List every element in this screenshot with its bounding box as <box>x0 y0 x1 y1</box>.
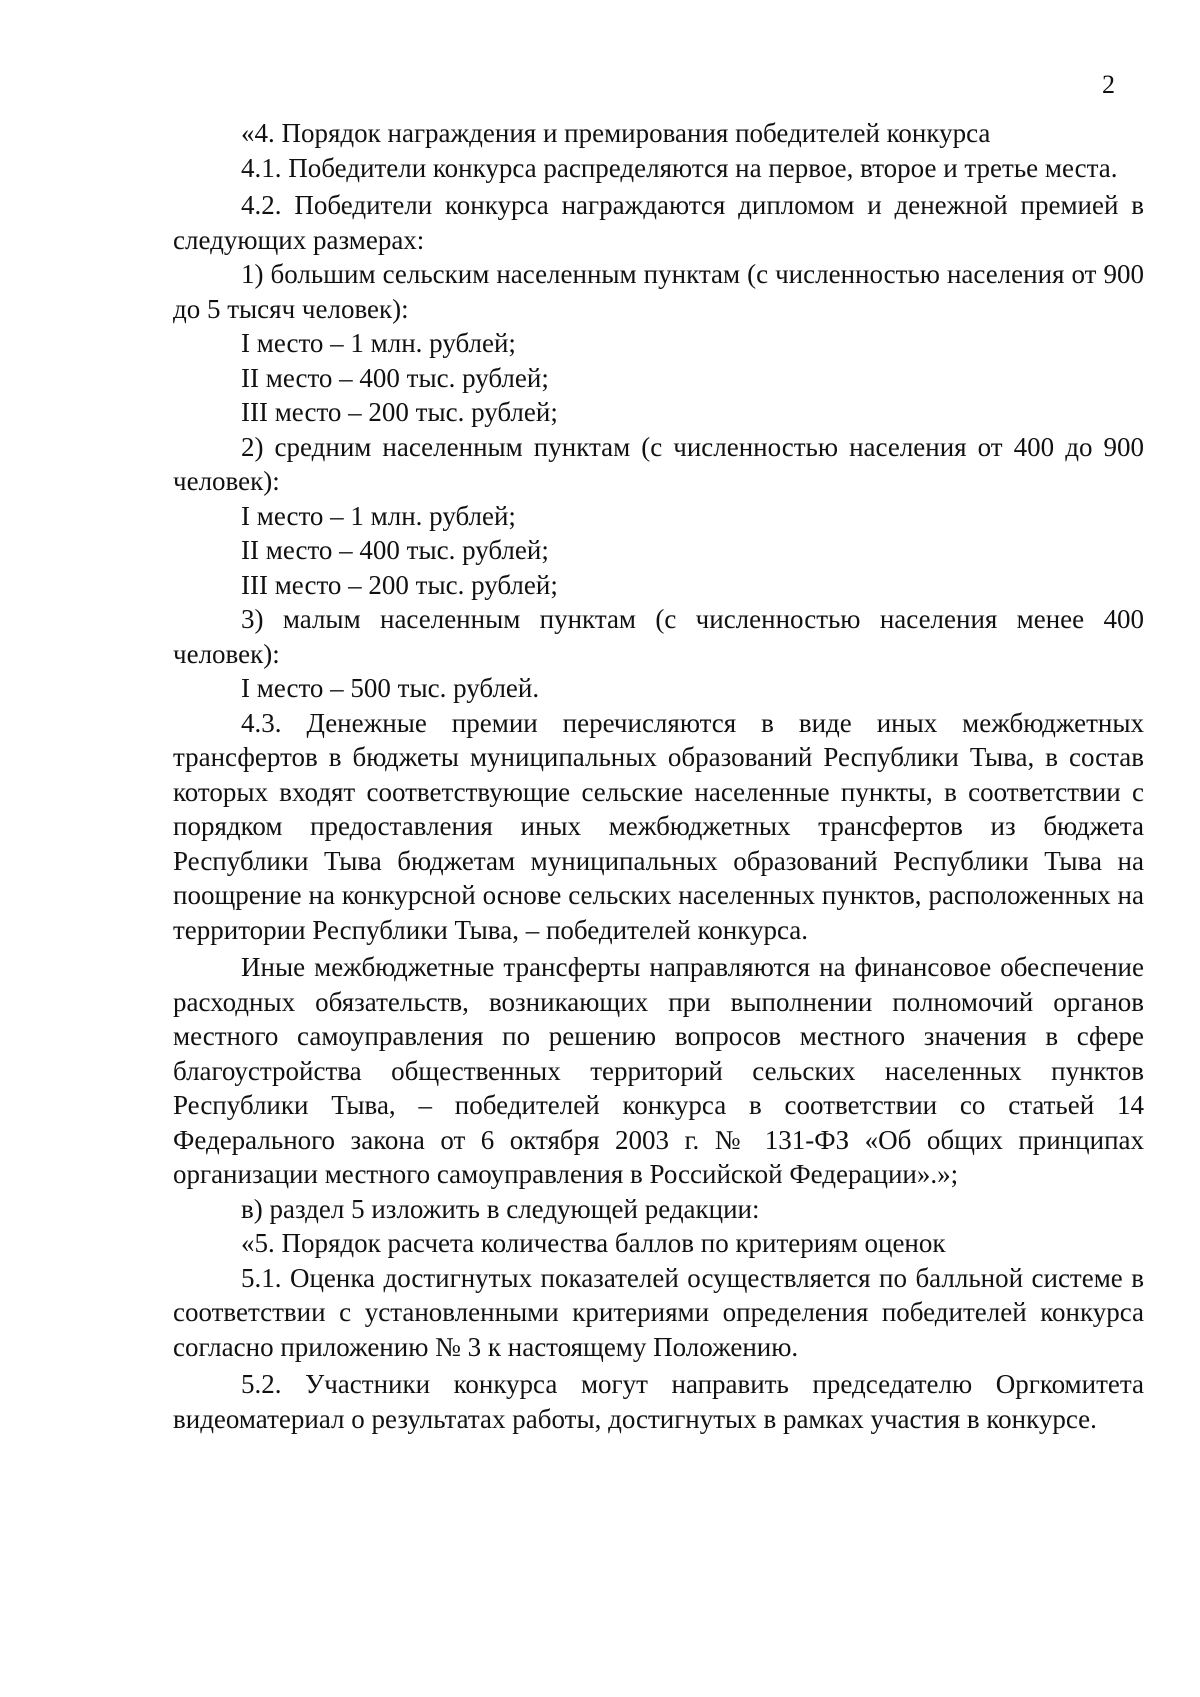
prize-line: I место – 1 млн. рублей; <box>241 328 516 358</box>
paragraph-4-3: 4.3. Денежные премии перечисляются в виде иных межбюджетных трансфертов в бюджеты муниципальных образований Республики Тыва, в состав которых входят соответствующие сельские населенные пункты, в соответствии с порядком предоставления иных межбюджетных трансфертов из бюджета Республики Тыва бюджетам муниципальных образований Республики Тыва на поощрение на конкурсной основе сельских населенных пунктов, расположенных на территории Республики Тыва, – победителей конкурса. <box>173 707 1144 945</box>
list-item-small-settlements: 3) малым населенным пунктам (с численностью населения менее 400 человек): <box>173 604 1144 669</box>
prize-line: I место – 500 тыс. рублей. <box>241 673 540 703</box>
list-item-large-settlements: 1) большим сельским населенным пунктам (с численностью населения от 900 до 5 тысяч человек): <box>173 259 1144 324</box>
paragraph-transfers: Иные межбюджетные трансферты направляются на финансовое обеспечение расходных обязательств, возникающих при выполнении полномочий органов местного самоуправления по решению вопросов местного значения в сфере благоустройства общественных территорий сельских населенных пунктов Республики Тыва, – победителей конкурса в соответствии со статьей 14 Федерального закона от 6 октября 2003 г. № 131-ФЗ «Об общих принципах организации местного самоуправления в Российской Федерации».»; <box>173 952 1144 1189</box>
prize-line: III место – 200 тыс. рублей; <box>241 397 558 427</box>
section-4-heading: «4. Порядок награждения и премирования победителей конкурса <box>241 118 991 148</box>
prize-line: II место – 400 тыс. рублей; <box>241 362 549 393</box>
page-number: 2 <box>1102 70 1115 99</box>
list-item-medium-settlements: 2) средним населенным пунктам (с численностью населения от 400 до 900 человек): <box>173 431 1144 496</box>
paragraph-section-5-intro: в) раздел 5 изложить в следующей редакции: <box>241 1193 760 1224</box>
paragraph-4-1: 4.1. Победители конкурса распределяются на первое, второе и третье места. <box>241 152 1118 183</box>
prize-line: II место – 400 тыс. рублей; <box>241 535 549 565</box>
paragraph-4-2: 4.2. Победители конкурса награждаются дипломом и денежной премией в следующих размерах: <box>173 190 1144 255</box>
paragraph-5-2: 5.2. Участники конкурса могут направить председателю Оргкомитета видеоматериал о результатах работы, достигнутых в рамках участия в конкурсе. <box>173 1369 1144 1434</box>
document-body <box>173 116 1144 1436</box>
prize-line: III место – 200 тыс. рублей; <box>241 569 558 600</box>
section-5-heading: «5. Порядок расчета количества баллов по критериям оценок <box>241 1228 946 1258</box>
paragraph-5-1: 5.1. Оценка достигнутых показателей осуществляется по балльной системе в соответствии с установленными критериями определения победителей конкурса согласно приложению № 3 к настоящему Положению. <box>173 1262 1144 1362</box>
prize-line: I место – 1 млн. рублей; <box>241 500 516 531</box>
